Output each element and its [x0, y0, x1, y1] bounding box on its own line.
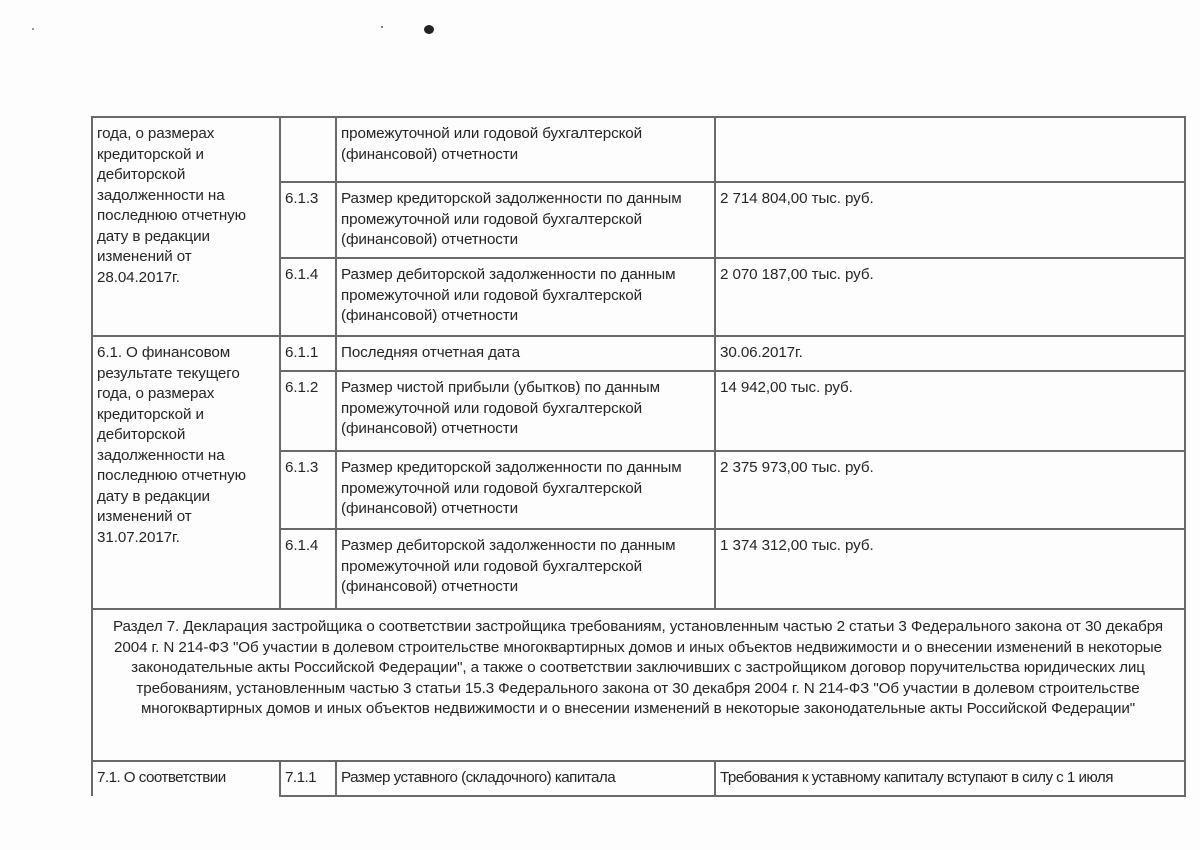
value-cell: Требования к уставному капиталу вступают в силу с 1 июля	[720, 769, 1113, 786]
description-cell: Размер дебиторской задолженности по данным промежуточной или годовой бухгалтерской (финансовой) отчетности	[341, 266, 676, 324]
value-cell: 2 070 187,00 тыс. руб.	[720, 266, 874, 283]
section-7-heading: Раздел 7. Декларация застройщика о соответствии застройщика требованиям, установленным частью 2 статьи 3 Федерального закона от 30 декабря 2004 г. N 214-ФЗ "Об участии в долевом строительстве многоквартирных домов и иных объектов недвижимости и о внесении изменений в некоторые законодательные акты Российской Федерации", а также о соответствии заключивших с застройщиком договор поручительства юридических лиц требованиям, установленным частью 3 статьи 15.3 Федерального закона от 30 декабря 2004 г. N 214-ФЗ "Об участии в долевом строительстве многоквартирных домов и иных объектов недвижимости и о внесении изменений в некоторые законодательные акты Российской Федерации"	[112, 618, 1163, 717]
code-cell: 7.1.1	[285, 769, 317, 786]
description-cell: Последняя отчетная дата	[341, 344, 520, 361]
code-cell: 6.1.4	[285, 537, 319, 554]
code-cell: 6.1.2	[285, 379, 319, 396]
scan-speck	[32, 28, 34, 30]
value-cell: 2 714 804,00 тыс. руб.	[720, 190, 874, 207]
topic-cell: 7.1. О соответствии	[97, 769, 226, 786]
value-cell: 2 375 973,00 тыс. руб.	[720, 459, 874, 476]
value-cell: 14 942,00 тыс. руб.	[720, 379, 853, 396]
description-cell: Размер кредиторской задолженности по данным промежуточной или годовой бухгалтерской (финансовой) отчетности	[341, 459, 682, 517]
table-rule	[1184, 116, 1186, 796]
description-cell: Размер чистой прибыли (убытков) по данным промежуточной или годовой бухгалтерской (финансовой) отчетности	[341, 379, 660, 437]
code-cell: 6.1.1	[285, 344, 319, 361]
code-cell	[279, 117, 335, 124]
description-cell: Размер дебиторской задолженности по данным промежуточной или годовой бухгалтерской (финансовой) отчетности	[341, 537, 676, 595]
code-cell: 6.1.3	[285, 459, 319, 476]
table-rule	[279, 795, 1186, 797]
value-cell: 30.06.2017г.	[720, 344, 803, 361]
value-cell	[714, 117, 1184, 124]
code-cell: 6.1.4	[285, 266, 319, 283]
value-cell: 1 374 312,00 тыс. руб.	[720, 537, 874, 554]
description-cell: промежуточной или годовой бухгалтерской (финансовой) отчетности	[341, 125, 643, 163]
scan-speck	[424, 25, 434, 34]
scan-speck	[381, 26, 383, 28]
description-cell: Размер уставного (складочного) капитала	[341, 769, 616, 786]
topic-cell: 6.1. О финансовом результате текущего года, о размерах кредиторской и дебиторской задолженности на последнюю отчетную дату в редакции изменений от 31.07.2017г.	[97, 344, 246, 546]
description-cell: Размер кредиторской задолженности по данным промежуточной или годовой бухгалтерской (финансовой) отчетности	[341, 190, 682, 248]
topic-cell: года, о размерах кредиторской и дебиторской задолженности на последнюю отчетную дату в редакции изменений от 28.04.2017г.	[97, 125, 246, 286]
code-cell: 6.1.3	[285, 190, 319, 207]
